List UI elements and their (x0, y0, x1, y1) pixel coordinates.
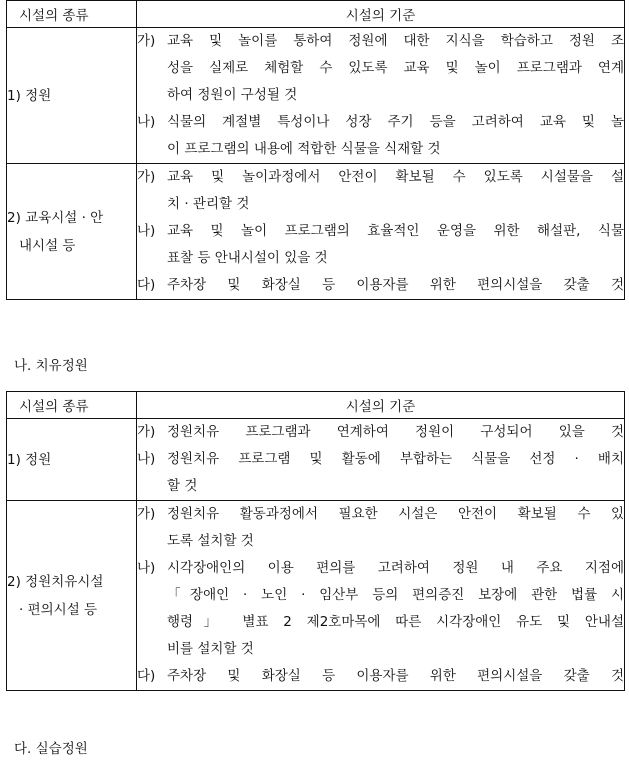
item-line: 시각장애인의 이용 편의를 고려하여 정원 내 주요 지점에 (167, 560, 624, 576)
list-item (137, 218, 624, 272)
item-line: 교육 및 놀이를 통하여 정원에 대한 지식을 학습하고 정원 조 (167, 33, 624, 49)
section-heading-healing-garden: 나. 치유정원 (14, 358, 88, 374)
list-item (137, 272, 624, 299)
item-text (167, 663, 624, 690)
item-line: 도록 설치할 것 (167, 533, 254, 549)
item-line: 교육 및 놀이과정에서 안전이 확보될 수 있도록 시설물을 설 (167, 169, 624, 185)
item-text (167, 446, 624, 500)
list-item (137, 109, 624, 163)
table-row (7, 28, 625, 164)
table-row (7, 164, 625, 300)
item-line: 치 · 관리할 것 (167, 196, 250, 212)
item-text (167, 109, 624, 163)
item-line: 표찰 등 안내시설이 있을 것 (167, 250, 328, 266)
list-item (137, 663, 624, 690)
item-line: 주차장 및 화장실 등 이용자를 위한 편의시설을 갖출 것 (167, 277, 624, 293)
item-line: 교육 및 놀이 프로그램의 효율적인 운영을 위한 해설판, 식물 (167, 223, 624, 239)
item-mark: 가) (137, 506, 156, 522)
item-mark: 나) (137, 560, 156, 576)
row-label (7, 501, 137, 691)
item-line: 비를 설치할 것 (167, 641, 254, 657)
item-line: 정원치유 활동과정에서 필요한 시설은 안전이 확보될 수 있 (167, 506, 624, 522)
item-mark: 다) (137, 277, 156, 293)
item-line: 성을 실제로 체험할 수 있도록 교육 및 놀이 프로그램과 연계 (167, 60, 624, 76)
item-mark: 가) (137, 169, 156, 185)
item-text (167, 164, 624, 218)
row-label-line: 내시설 등 (19, 237, 76, 254)
item-text (167, 272, 624, 299)
header-facility-type: 시설의 종류 (7, 392, 137, 419)
row-label: 1) 정원 (7, 419, 137, 501)
row-label-line: 2) 정원치유시설 (7, 573, 104, 590)
item-text (167, 28, 624, 109)
item-line: 정원치유 프로그램 및 활동에 부합하는 식물을 선정 · 배치 (167, 451, 624, 467)
list-item (137, 446, 624, 500)
facility-standards-table-1 (6, 0, 625, 300)
row-standards (137, 28, 625, 164)
item-line: 식물의 계절별 특성이나 성장 주기 등을 고려하여 교육 및 놀 (167, 114, 624, 130)
item-text (167, 501, 624, 555)
header-facility-standard: 시설의 기준 (137, 392, 625, 419)
item-mark: 나) (137, 114, 156, 130)
list-item (137, 419, 624, 446)
item-text (167, 218, 624, 272)
table-row (7, 501, 625, 691)
item-mark: 다) (137, 668, 156, 684)
item-text (167, 419, 624, 446)
header-facility-standard: 시설의 기준 (137, 1, 625, 28)
row-label-line: · 편의시설 등 (19, 601, 98, 618)
item-line: 행령」 별표 2 제2호마목에 따른 시각장애인 유도 및 안내설 (167, 614, 624, 630)
table-row (7, 419, 625, 501)
item-line: 「장애인 · 노인 · 임산부 등의 편의증진 보장에 관한 법률 시 (167, 587, 624, 603)
item-line: 이 프로그램의 내용에 적합한 식물을 식재할 것 (167, 141, 441, 157)
facility-standards-table-2 (6, 391, 625, 691)
table-header-row (7, 1, 625, 28)
row-label-line: 2) 교육시설 · 안 (7, 209, 104, 226)
item-line: 할 것 (167, 478, 198, 494)
list-item (137, 164, 624, 218)
table-header-row (7, 392, 625, 419)
item-mark: 가) (137, 33, 156, 49)
item-mark: 나) (137, 451, 156, 467)
row-standards (137, 501, 625, 691)
row-label (7, 164, 137, 300)
header-facility-type: 시설의 종류 (7, 1, 137, 28)
list-item (137, 555, 624, 663)
section-heading-practice-garden: 다. 실습정원 (14, 741, 88, 757)
item-line: 하여 정원이 구성될 것 (167, 87, 298, 103)
row-label: 1) 정원 (7, 28, 137, 164)
list-item (137, 28, 624, 109)
item-text (167, 555, 624, 663)
item-line: 정원치유 프로그램과 연계하여 정원이 구성되어 있을 것 (167, 424, 624, 440)
row-standards (137, 164, 625, 300)
row-standards (137, 419, 625, 501)
item-mark: 나) (137, 223, 156, 239)
list-item (137, 501, 624, 555)
item-line: 주차장 및 화장실 등 이용자를 위한 편의시설을 갖출 것 (167, 668, 624, 684)
item-mark: 가) (137, 424, 156, 440)
